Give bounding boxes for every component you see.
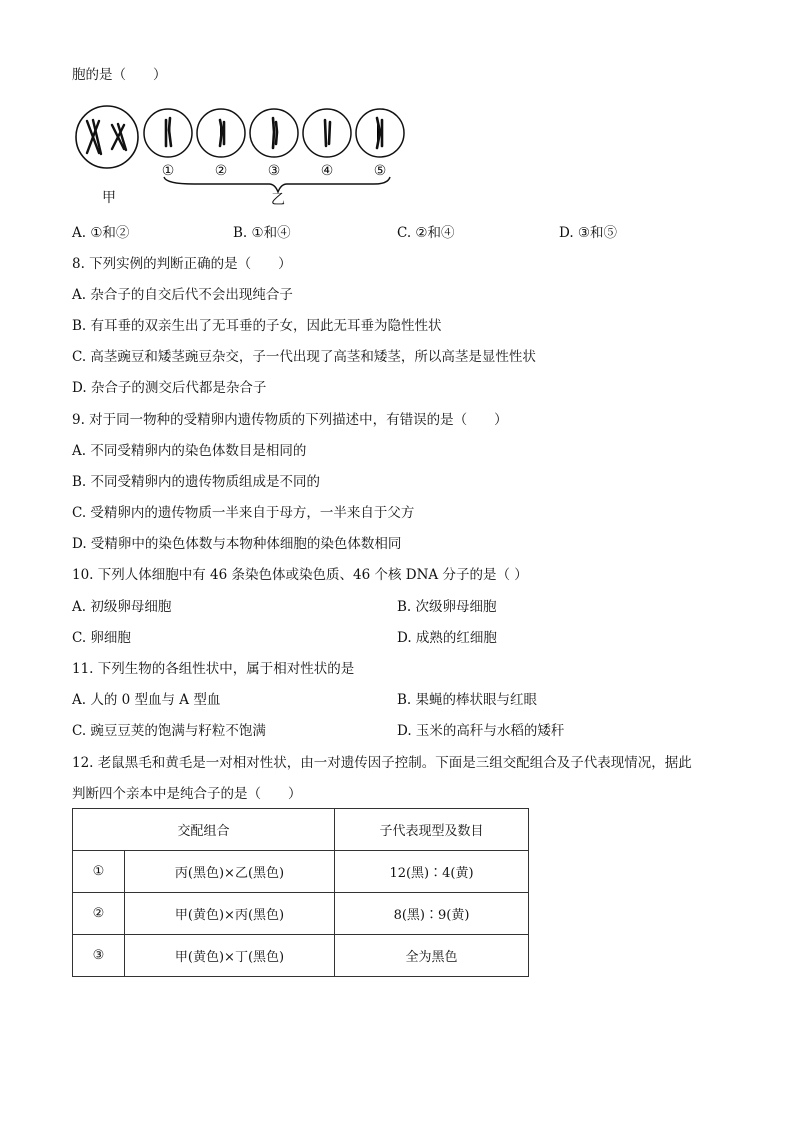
cell-number-3: ③ [267,163,281,179]
q8-option-b: B. 有耳垂的双亲生出了无耳垂的子女，因此无耳垂为隐性性状 [72,318,442,334]
q8-option-d: D. 杂合子的测交后代都是杂合子 [72,380,267,396]
row-cross: 丙(黑色)×乙(黑色) [125,851,335,893]
q7-option-a: A. ①和② [72,225,130,241]
q8-option-c: C. 高茎豌豆和矮茎豌豆杂交，子一代出现了高茎和矮茎，所以高茎是显性性状 [72,349,536,365]
q10-stem: 10. 下列人体细胞中有 46 条染色体或染色质、46 个核 DNA 分子的是（ ） [72,567,528,583]
q11-option-b: B. 果蝇的棒状眼与红眼 [397,692,538,708]
q12-stem-line1: 12. 老鼠黑毛和黄毛是一对相对性状，由一对遗传因子控制。下面是三组交配组合及子代表现情况，据此 [72,755,692,771]
q10-option-c: C. 卵细胞 [72,630,131,646]
q12-stem-line2: 判断四个亲本中是纯合子的是（ ） [72,786,302,802]
cell-number-2: ② [214,163,228,179]
cell-number-4: ④ [320,163,334,179]
cross-table [72,808,529,977]
q9-option-c: C. 受精卵内的遗传物质一半来自于母方，一半来自于父方 [72,505,415,521]
q10-option-d: D. 成熟的红细胞 [397,630,497,646]
cell-number-5: ⑤ [373,163,387,179]
chromosome-figure [74,100,414,210]
row-number: ③ [73,935,125,977]
q11-option-a: A. 人的 0 型血与 A 型血 [72,692,221,708]
q10-option-a: A. 初级卵母细胞 [72,599,172,615]
q11-stem: 11. 下列生物的各组性状中，属于相对性状的是 [72,661,355,677]
row-result: 12(黑)∶4(黄) [335,851,529,893]
label-yi: 乙 [271,192,285,208]
q8-option-a: A. 杂合子的自交后代不会出现纯合子 [72,287,293,303]
header-cross: 交配组合 [73,809,335,851]
cell-jia [76,106,138,168]
row-cross: 甲(黄色)×丁(黑色) [125,935,335,977]
brace [164,177,390,192]
q7-option-b: B. ①和④ [233,225,291,241]
label-jia: 甲 [102,190,116,206]
table-row [73,935,529,977]
table-row [73,893,529,935]
q9-option-a: A. 不同受精卵内的染色体数目是相同的 [72,443,307,459]
row-number: ① [73,851,125,893]
q11-option-d: D. 玉米的高秆与水稻的矮秆 [397,723,565,739]
table-header-row [73,809,529,851]
table-row [73,851,529,893]
q11-option-c: C. 豌豆豆荚的饱满与籽粒不饱满 [72,723,266,739]
q7-option-d: D. ③和⑤ [559,225,618,241]
row-number: ② [73,893,125,935]
cell-number-1: ① [161,163,175,179]
q9-stem: 9. 对于同一物种的受精卵内遗传物质的下列描述中，有错误的是（ ） [72,412,508,428]
q9-option-d: D. 受精卵中的染色体数与本物种体细胞的染色体数相同 [72,536,402,552]
row-cross: 甲(黄色)×丙(黑色) [125,893,335,935]
row-result: 全为黑色 [335,935,529,977]
row-result: 8(黑)∶9(黄) [335,893,529,935]
q10-option-b: B. 次级卵母细胞 [397,599,497,615]
header-result: 子代表现型及数目 [335,809,529,851]
q7-option-c: C. ②和④ [397,225,455,241]
question-7-stem-tail: 胞的是（ ） [72,67,167,83]
q8-stem: 8. 下列实例的判断正确的是（ ） [72,256,292,272]
q9-option-b: B. 不同受精卵内的遗传物质组成是不同的 [72,474,321,490]
